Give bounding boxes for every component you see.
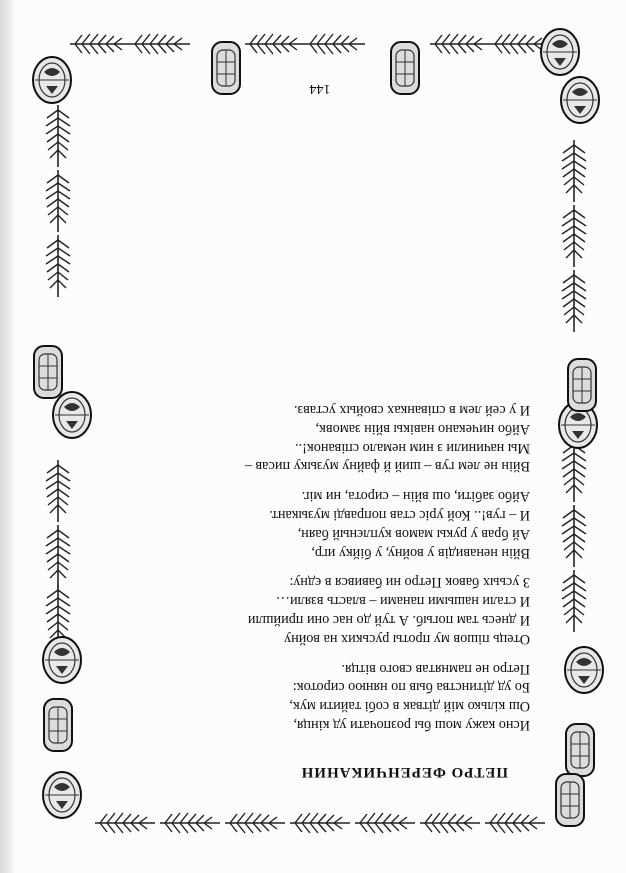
poem-line: Ош кілько мій дітвак в собі тайити мук, — [289, 698, 530, 715]
poem-title: ПЕТРО ФЕРЕНЧИКАНИН — [300, 764, 508, 780]
stanza — [130, 400, 530, 475]
poem-line: Отець пішов му проты руських на войну — [284, 630, 530, 647]
poem-line: Айбо забіти, ош вйін – сирота, ни міг. — [301, 488, 530, 505]
stanza — [130, 573, 530, 648]
stanza — [130, 659, 530, 734]
page-number: 144 — [309, 81, 331, 96]
poem-line: И – гув!.. Кой уріс став поправді музыкант. — [269, 507, 530, 524]
poem-line: Петро не памнятав свого вітця. — [341, 660, 530, 677]
poem-line: И стали нашыми панами – власть взяли… — [275, 593, 530, 610]
poem-line: И у сей лем в співанках свойых уставз. — [293, 402, 530, 419]
stanza — [130, 486, 530, 561]
poem-line: Бо уд дітинства быв по нянюо сироток: — [292, 679, 530, 696]
poem-line: И днесь там погыб. А туй до нас они прийшли — [247, 612, 530, 629]
poem-line: Исно кажу мош бы розпочати уд кінця, — [293, 717, 530, 733]
poem-body — [130, 389, 530, 734]
poem-line: Мы начинили з ним немало співанок!.. — [295, 439, 530, 456]
poem-line: Вйін ненавидів у войну, у бійку игр, — [311, 544, 530, 561]
poem-line: Айбо ничекано навікы вйін замовк, — [315, 420, 530, 437]
upside-down-text-block — [110, 70, 530, 780]
bottom-fern-row — [95, 813, 545, 833]
poem-line: Ай брав у рукы мамов куплєный баян, — [297, 525, 530, 542]
top-fern-row — [70, 34, 550, 54]
poem-line: Вйін не лем гув – ший й файну музыку писав – — [244, 458, 530, 475]
poem-line: З усьых бавок Петро ни бавився в єдну: — [289, 574, 530, 591]
